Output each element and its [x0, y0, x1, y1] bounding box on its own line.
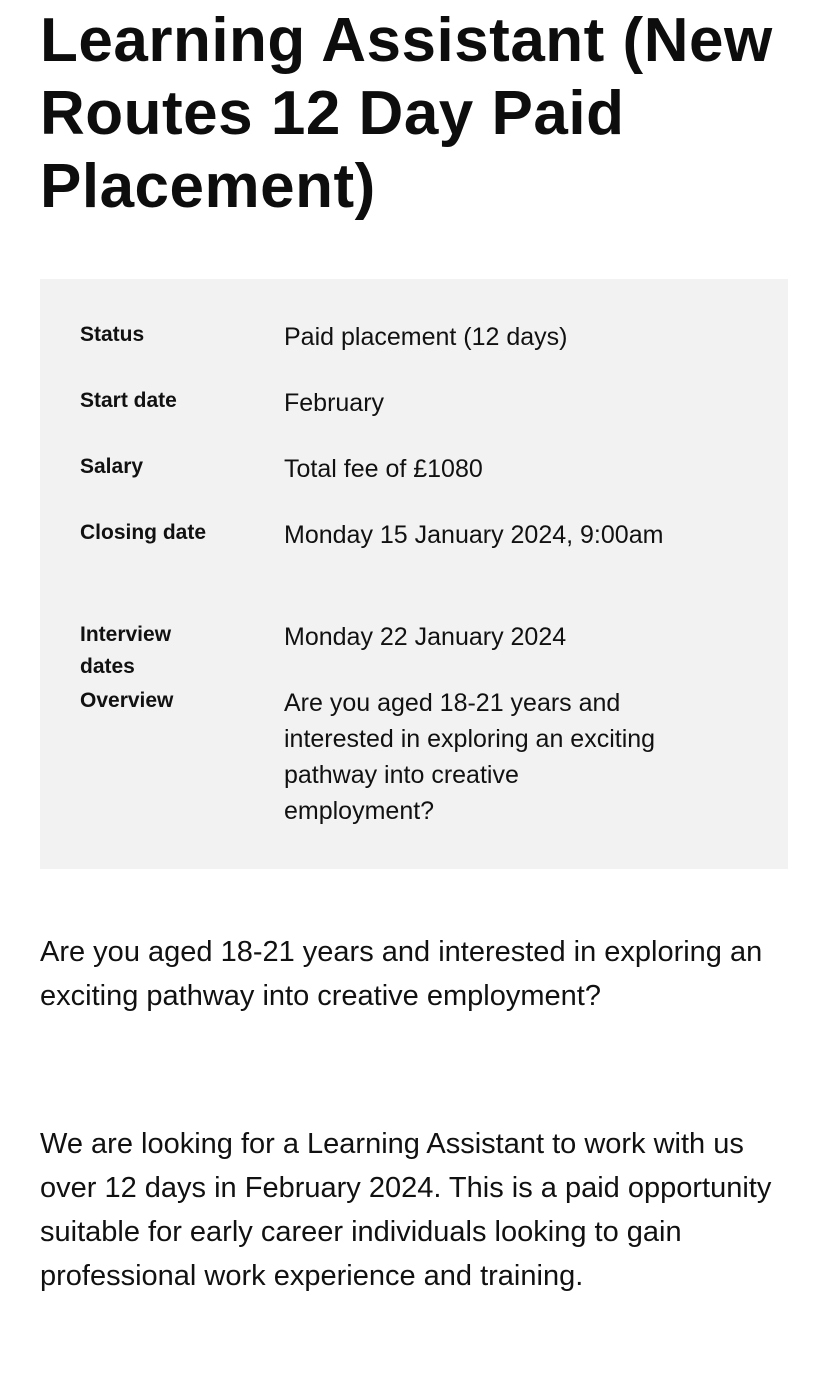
- job-details-panel: [40, 279, 788, 869]
- description-paragraph: We are looking for a Learning Assistant to work with us over 12 days in February 2024. This is a paid opportunity suitable for early career individuals looking to gain professional work experience and training.: [40, 1128, 772, 1292]
- page-title: Learning Assistant (New Routes 12 Day Paid Placement): [40, 6, 773, 221]
- closing-date-label: Closing date: [80, 521, 207, 544]
- interview-dates-value: Monday 22 January 2024: [284, 623, 567, 651]
- salary-label: Salary: [80, 455, 144, 478]
- salary-value: Total fee of £1080: [284, 455, 483, 483]
- overview-value: Are you aged 18-21 years and interested in exploring an exciting pathway into creative employment?: [284, 689, 656, 825]
- status-label: Status: [80, 323, 145, 346]
- overview-label: Overview: [80, 689, 174, 712]
- status-value: Paid placement (12 days): [284, 323, 568, 351]
- start-date-label: Start date: [80, 389, 177, 412]
- start-date-value: February: [284, 389, 385, 417]
- intro-paragraph: Are you aged 18-21 years and interested in exploring an exciting pathway into creative employment?: [40, 936, 763, 1012]
- interview-dates-label: Interview dates: [80, 623, 172, 678]
- closing-date-value: Monday 15 January 2024, 9:00am: [284, 521, 664, 549]
